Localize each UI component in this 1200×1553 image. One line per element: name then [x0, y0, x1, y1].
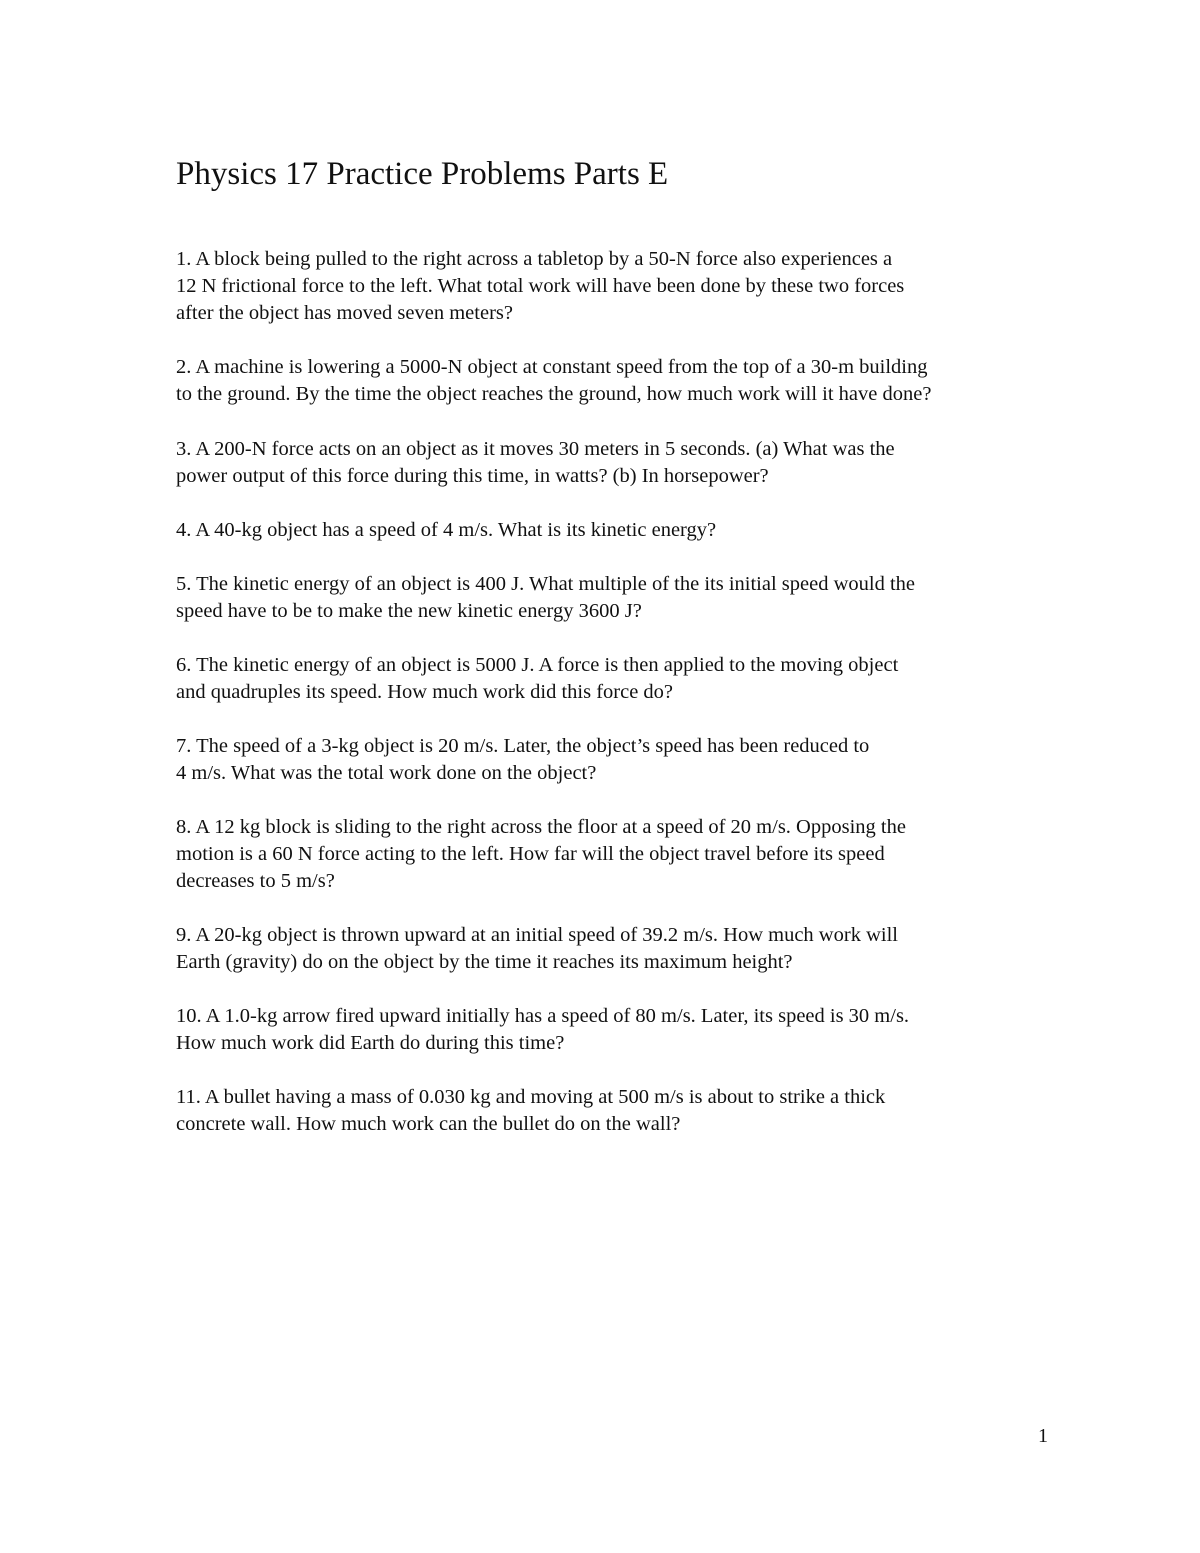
problem-text-line: power output of this force during this time, in watts? (b) In horsepower? — [176, 465, 769, 487]
page-number: 1 — [1038, 1425, 1048, 1447]
problem-text-line: 6. The kinetic energy of an object is 5000 J. A force is then applied to the moving object — [176, 654, 899, 676]
problem-text-line: 11. A bullet having a mass of 0.030 kg and moving at 500 m/s is about to strike a thick — [176, 1086, 886, 1108]
problem-item-9 — [176, 922, 1056, 976]
problem-text-line: 8. A 12 kg block is sliding to the right across the floor at a speed of 20 m/s. Opposing the — [176, 816, 906, 838]
problem-item-10 — [176, 1003, 1056, 1057]
problem-text-line: 1. A block being pulled to the right across a tabletop by a 50-N force also experiences a — [176, 248, 893, 270]
problem-text-line: 5. The kinetic energy of an object is 400 J. What multiple of the its initial speed would the — [176, 573, 915, 595]
problem-item-8 — [176, 814, 1056, 895]
problem-text-line: Earth (gravity) do on the object by the time it reaches its maximum height? — [176, 951, 793, 973]
problem-text-line: 2. A machine is lowering a 5000-N object at constant speed from the top of a 30-m building — [176, 356, 928, 378]
problem-item-7 — [176, 733, 1056, 787]
problem-text-line: 12 N frictional force to the left. What total work will have been done by these two forces — [176, 275, 905, 297]
problem-text-line: 7. The speed of a 3-kg object is 20 m/s. Later, the object’s speed has been reduced to — [176, 735, 870, 757]
problem-text-line: and quadruples its speed. How much work did this force do? — [176, 681, 674, 703]
problem-item-11 — [176, 1084, 1056, 1138]
problem-text-line: speed have to be to make the new kinetic energy 3600 J? — [176, 600, 642, 622]
page-title: Physics 17 Practice Problems Parts E — [176, 156, 669, 192]
problem-item-2 — [176, 354, 1056, 408]
problem-item-5 — [176, 571, 1056, 625]
problem-text-line: 9. A 20-kg object is thrown upward at an initial speed of 39.2 m/s. How much work will — [176, 924, 898, 946]
problem-item-3 — [176, 436, 1056, 490]
problem-text-line: decreases to 5 m/s? — [176, 870, 335, 892]
problem-text-line: How much work did Earth do during this time? — [176, 1032, 565, 1054]
problem-text-line: 4 m/s. What was the total work done on the object? — [176, 762, 597, 784]
problem-item-6 — [176, 652, 1056, 706]
problem-text-line: after the object has moved seven meters? — [176, 302, 513, 324]
problem-text-line: 3. A 200-N force acts on an object as it moves 30 meters in 5 seconds. (a) What was the — [176, 438, 895, 460]
problem-text-line: 10. A 1.0-kg arrow fired upward initially has a speed of 80 m/s. Later, its speed is 30 m/s. — [176, 1005, 910, 1027]
problem-item-1 — [176, 246, 1056, 327]
problem-list — [176, 246, 1056, 1138]
problem-item-4 — [176, 517, 1056, 544]
problem-text-line: to the ground. By the time the object reaches the ground, how much work will it have done? — [176, 383, 932, 405]
problem-text-line: motion is a 60 N force acting to the left. How far will the object travel before its speed — [176, 843, 885, 865]
problem-text-line: 4. A 40-kg object has a speed of 4 m/s. What is its kinetic energy? — [176, 519, 717, 541]
problem-text-line: concrete wall. How much work can the bullet do on the wall? — [176, 1113, 681, 1135]
